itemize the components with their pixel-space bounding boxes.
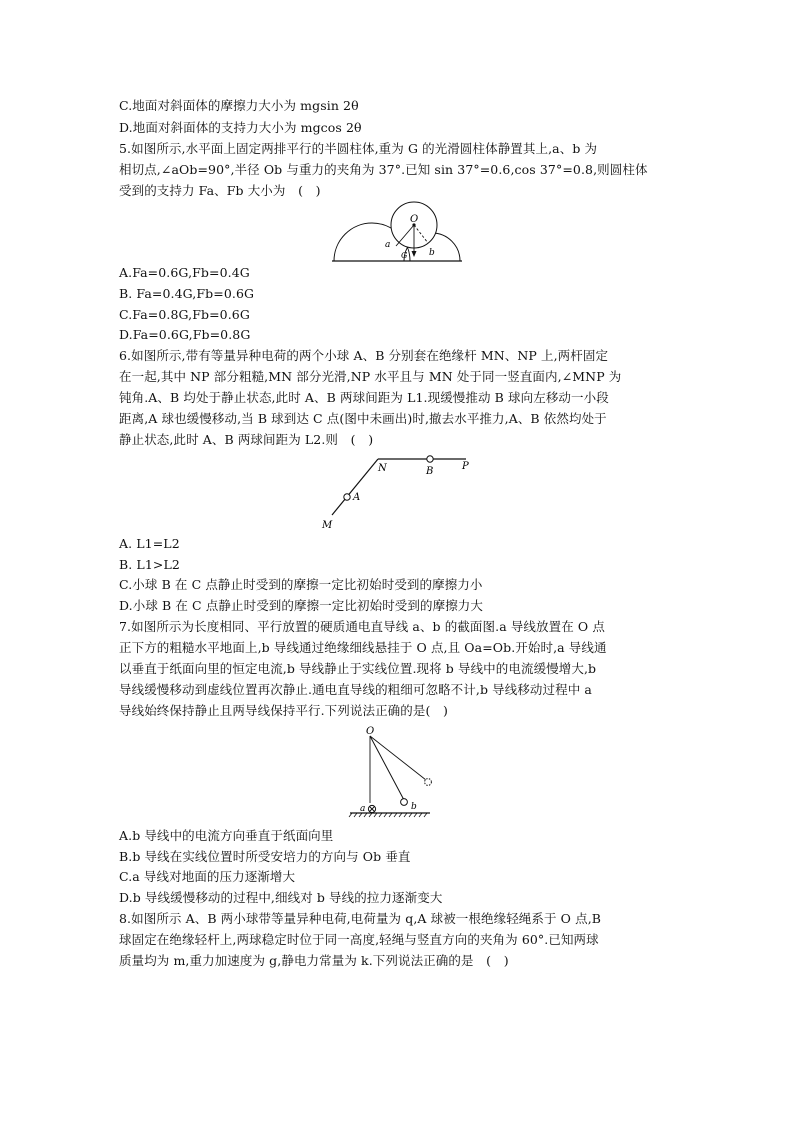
q8-stem-line-2: 球固定在绝缘轻杆上,两球稳定时位于同一高度,轻绳与竖直方向的夹角为 60°.已知两球 xyxy=(119,932,599,947)
q5-label-b: b xyxy=(429,248,435,258)
q7-label-a: a xyxy=(360,804,366,814)
q5-stem-line-1: 5.如图所示,水平面上固定两排平行的半圆柱体,重为 G 的光滑圆柱体静置其上,a、b 为 xyxy=(119,141,598,156)
q6-label-p: P xyxy=(462,461,469,472)
q5-option-c: C.Fa=0.8G,Fb=0.6G xyxy=(119,307,250,322)
q6-option-b: B. L1>L2 xyxy=(119,557,180,572)
q6-stem-line-4: 距离,A 球也缓慢移动,当 B 球到达 C 点(图中未画出)时,撤去水平推力,A、B 依然均处于 xyxy=(119,411,607,426)
q4-option-d: D.地面对斜面体的支持力大小为 mgcos 2θ xyxy=(119,120,362,135)
q6-stem-line-1: 6.如图所示,带有等量异种电荷的两个小球 A、B 分别套在绝缘杆 MN、NP 上,两杆固定 xyxy=(119,348,609,363)
q7-wire-figure xyxy=(340,722,450,818)
q8-stem-line-3: 质量均为 m,重力加速度为 g,静电力常量为 k.下列说法正确的是 ( ) xyxy=(119,953,509,968)
q5-stem-line-2: 相切点,∠aOb=90°,半径 Ob 与重力的夹角为 37°.已知 sin 37°=0.6,cos 37°=0.8,则圆柱体 xyxy=(119,162,648,177)
q6-option-a: A. L1=L2 xyxy=(119,536,180,551)
q6-label-a: A xyxy=(353,492,361,503)
q7-stem-line-2: 正下方的粗糙水平地面上,b 导线通过绝缘细线悬挂于 O 点,且 Oa=Ob.开始时,a 导线通 xyxy=(119,640,607,655)
q6-label-m: M xyxy=(322,520,333,531)
q7-stem-line-3: 以垂直于纸面向里的恒定电流,b 导线静止于实线位置.现将 b 导线中的电流缓慢增大,b xyxy=(119,661,597,676)
q7-stem-line-5: 导线始终保持静止且两导线保持平行.下列说法正确的是( ) xyxy=(119,703,449,718)
q7-option-d: D.b 导线缓慢移动的过程中,细线对 b 导线的拉力逐渐变大 xyxy=(119,890,443,905)
q5-label-o: O xyxy=(410,214,419,225)
q6-stem-line-5: 静止状态,此时 A、B 两球间距为 L2.则 ( ) xyxy=(119,432,374,447)
q6-rod-figure xyxy=(318,452,478,534)
q7-label-o: O xyxy=(366,726,375,737)
q8-stem-line-1: 8.如图所示 A、B 两小球带等量异种电荷,电荷量为 q,A 球被一根绝缘轻绳系于 O 点,B xyxy=(119,911,602,926)
q7-stem-line-4: 导线缓慢移动到虚线位置再次静止.通电直导线的粗细可忽略不计,b 导线移动过程中 a xyxy=(119,682,592,697)
q7-option-b: B.b 导线在实线位置时所受安培力的方向与 Ob 垂直 xyxy=(119,849,411,864)
q6-stem-line-2: 在一起,其中 NP 部分粗糙,MN 部分光滑,NP 水平且与 MN 处于同一竖直面内,∠MNP 为 xyxy=(119,369,622,384)
q6-label-n: N xyxy=(378,463,387,474)
q6-label-b: B xyxy=(426,466,434,477)
q7-label-b: b xyxy=(411,802,417,812)
q6-option-d: D.小球 B 在 C 点静止时受到的摩擦一定比初始时受到的摩擦力大 xyxy=(119,598,483,613)
q5-option-b: B. Fa=0.4G,Fb=0.6G xyxy=(119,286,255,301)
q5-option-d: D.Fa=0.6G,Fb=0.8G xyxy=(119,327,251,342)
q5-label-g: G xyxy=(401,251,408,260)
q4-option-c: C.地面对斜面体的摩擦力大小为 mgsin 2θ xyxy=(119,98,359,113)
q6-option-c: C.小球 B 在 C 点静止时受到的摩擦一定比初始时受到的摩擦力小 xyxy=(119,577,483,592)
q5-option-a: A.Fa=0.6G,Fb=0.4G xyxy=(119,265,250,280)
q5-cylinder-figure xyxy=(330,196,464,264)
q7-option-a: A.b 导线中的电流方向垂直于纸面向里 xyxy=(119,828,334,843)
q5-stem-line-3: 受到的支持力 Fa、Fb 大小为 ( ) xyxy=(119,183,321,198)
q7-stem-line-1: 7.如图所示为长度相同、平行放置的硬质通电直导线 a、b 的截面图.a 导线放置在 O 点 xyxy=(119,619,605,634)
q6-stem-line-3: 钝角.A、B 均处于静止状态,此时 A、B 两球间距为 L1.现缓慢推动 B 球向左移动一小段 xyxy=(119,390,609,405)
q7-option-c: C.a 导线对地面的压力逐渐增大 xyxy=(119,869,296,884)
q5-label-a: a xyxy=(385,240,391,250)
